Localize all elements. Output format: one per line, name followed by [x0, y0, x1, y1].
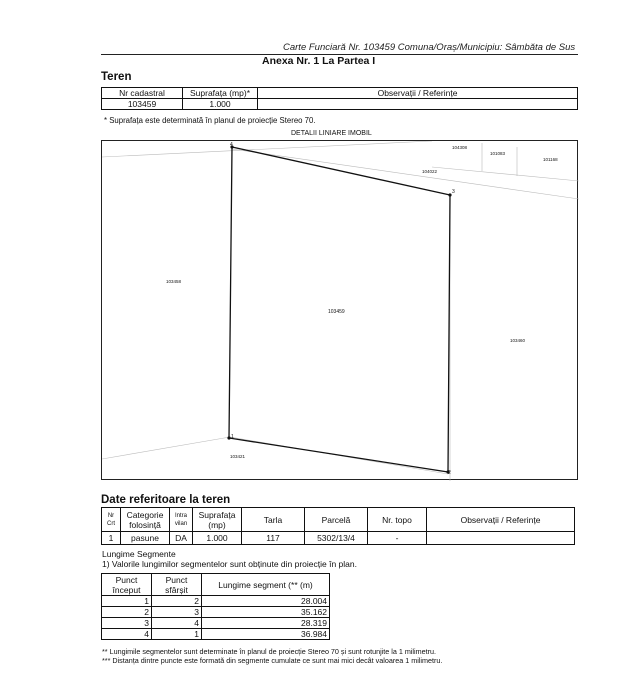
segmente-header-row [102, 574, 330, 596]
col-tarla: Tarla [242, 508, 305, 532]
anexa-title: Anexa Nr. 1 La Partea I [262, 55, 376, 67]
segment-row [102, 629, 330, 640]
segment-length: 35.162 [202, 607, 330, 618]
col-observatii-ref: Observații / Referințe [427, 508, 575, 532]
col-nr-crt: Nr Crt [102, 508, 121, 532]
plan-drawing [101, 140, 578, 480]
segment-row [102, 596, 330, 607]
teren-section-title: Teren [101, 71, 132, 83]
col-parcela: Parcelă [305, 508, 368, 532]
segment-row [102, 618, 330, 629]
col-punct-inceput: Punct început [102, 574, 152, 596]
teren-row [102, 99, 578, 110]
teren-footnote: * Suprafața este determinată în planul de proiecție Stereo 70. [104, 116, 316, 125]
segment-end: 2 [152, 596, 202, 607]
segment-row [102, 607, 330, 618]
cell-observatii-ref [427, 532, 575, 545]
cell-intravilan: DA [170, 532, 193, 545]
neighbor-top3-label: 101168 [543, 157, 558, 162]
col-intravilan: Intra vilan [170, 508, 193, 532]
segmente-note-1: ** Lungimile segmentelor sunt determinate în planul de proiecție Stereo 70 și sunt rotunjite la 1 milimetru. [102, 647, 436, 656]
referitoare-row [102, 532, 575, 545]
cell-suprafata: 1.000 [183, 99, 258, 110]
carte-funciara-header: Carte Funciară Nr. 103459 Comuna/Oraș/Municipiu: Sâmbăta de Sus [283, 42, 576, 53]
boundary-line-top-right [232, 149, 579, 199]
segment-end: 4 [152, 618, 202, 629]
col-categorie: Categorie folosință [121, 508, 170, 532]
segment-end: 3 [152, 607, 202, 618]
cell-nr-topo: - [368, 532, 427, 545]
segment-end: 1 [152, 629, 202, 640]
cell-nr-cadastral: 103459 [102, 99, 183, 110]
col-suprafata: Suprafața (mp)* [183, 88, 258, 99]
teren-table [101, 87, 578, 110]
segmente-subtitle: 1) Valorile lungimilor segmentelor sunt obținute din proiecție în plan. [102, 559, 357, 569]
segment-length: 28.004 [202, 596, 330, 607]
segment-start: 1 [102, 596, 152, 607]
segment-start: 4 [102, 629, 152, 640]
col-punct-sfarsit: Punct sfârșit [152, 574, 202, 596]
cell-categorie: pasune [121, 532, 170, 545]
col-suprafata-mp: Suprafața (mp) [193, 508, 242, 532]
point-label-2: 2 [448, 470, 451, 476]
segmente-table [101, 573, 330, 640]
point-label-3: 3 [452, 189, 455, 195]
col-observatii: Observații / Referințe [258, 88, 578, 99]
segmente-title: Lungime Segmente [102, 549, 176, 559]
neighbor-right-label: 103460 [510, 338, 526, 343]
neighbor-bottom-label: 103421 [230, 454, 246, 459]
segment-length: 36.984 [202, 629, 330, 640]
col-lungime: Lungime segment (** (m) [202, 574, 330, 596]
neighbor-left-label: 103458 [166, 279, 182, 284]
boundary-line-left-bottom [102, 437, 230, 459]
col-nr-topo: Nr. topo [368, 508, 427, 532]
cell-observatii [258, 99, 578, 110]
point-label-1: 1 [231, 434, 234, 440]
segment-start: 2 [102, 607, 152, 618]
boundary-line-top-right2 [432, 167, 579, 181]
segmente-note-2: *** Distanța dintre puncte este formată din segmente cumulate ce sunt mai mici decât valoarea 1 milimetru. [102, 656, 443, 665]
parcel-label: 103459 [328, 309, 345, 315]
point-label-4: 4 [230, 142, 233, 148]
cell-tarla: 117 [242, 532, 305, 545]
referitoare-table [101, 507, 575, 545]
neighbor-top4-label: 104022 [422, 169, 438, 174]
referitoare-section-title: Date referitoare la teren [101, 494, 231, 506]
segment-start: 3 [102, 618, 152, 629]
cell-parcela: 5302/13/4 [305, 532, 368, 545]
referitoare-header-row [102, 508, 575, 532]
segment-length: 28.319 [202, 618, 330, 629]
cell-suprafata-mp: 1.000 [193, 532, 242, 545]
plan-title: DETALII LINIARE IMOBIL [291, 130, 372, 137]
col-nr-cadastral: Nr cadastral [102, 88, 183, 99]
neighbor-top1-label: 104308 [452, 145, 468, 150]
neighbor-top2-label: 101083 [490, 151, 506, 156]
teren-header-row [102, 88, 578, 99]
cell-nr-crt: 1 [102, 532, 121, 545]
